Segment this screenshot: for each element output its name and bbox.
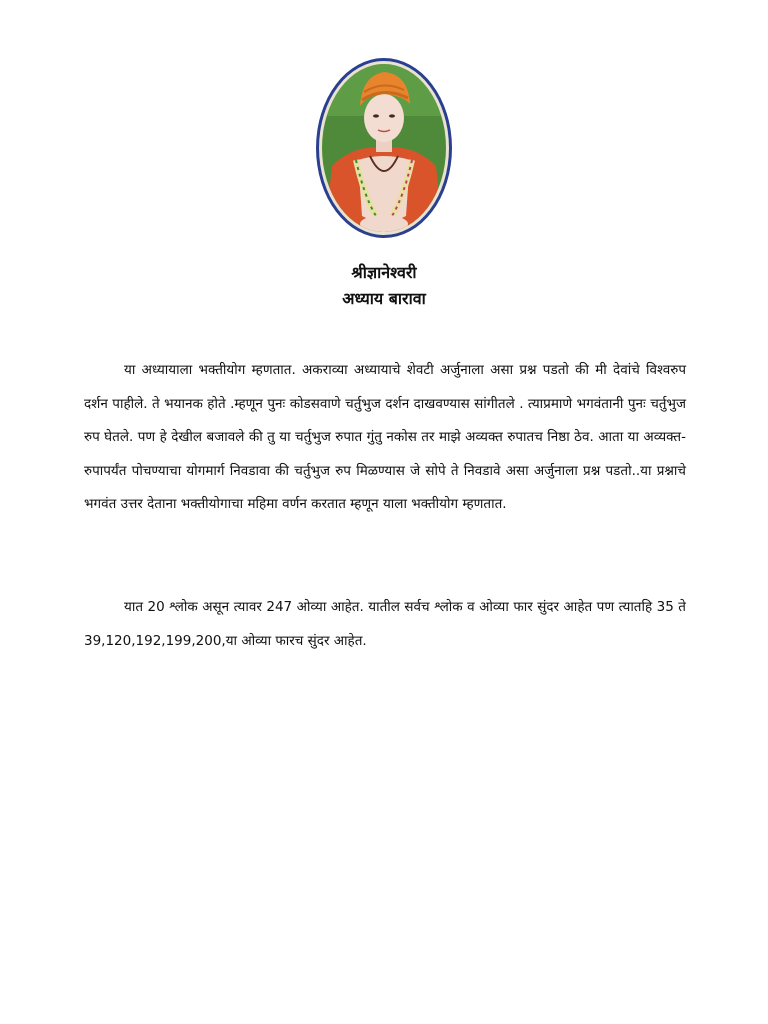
document-heading [0,260,768,312]
body-paragraph: या अध्यायाला भक्तीयोग म्हणतात. अकराव्या अध्यायाचे शेवटी अर्जुनाला असा प्रश्न पडतो की मी देवांचे विश्वरुप दर्शन पाहीले. ते भयानक होते .म्हणून पुनः कोडसवाणे चर्तुभुज दर्शन दाखवण्यास सांगीतले . त्याप्रमाणे भगवंतानी पुनः चर्तुभुज रुप घेतले. पण हे देखील बजावले की तु या चर्तुभुज रुपात गुंतु नकोस तर माझे अव्यक्त रुपातच निष्ठा ठेव. आता या अव्यक्त-रुपापर्यंत पोचण्याचा योगमार्ग निवडावा की चर्तुभुज रुप मिळण्यास जे सोपे ते निवडावे असा अर्जुनाला प्रश्न पडतो..या प्रश्नाचे भगवंत उत्तर देताना भक्तीयोगाचा महिमा वर्णन करतात म्हणून याला भक्तीयोग म्हणतात. [84,362,686,512]
document-subtitle: अध्याय बारावा [342,289,426,308]
saint-portrait [314,56,454,240]
portrait-image [314,56,454,240]
document-title: श्रीज्ञानेश्वरी [351,263,417,282]
body-paragraph: यात 20 श्लोक असून त्यावर 247 ओव्या आहेत. यातील सर्वच श्लोक व ओव्या फार सुंदर आहेत पण त्यातहि 35 ते 39,120,192,199,200,या ओव्या फारच सुंदर आहेत. [84,599,686,649]
